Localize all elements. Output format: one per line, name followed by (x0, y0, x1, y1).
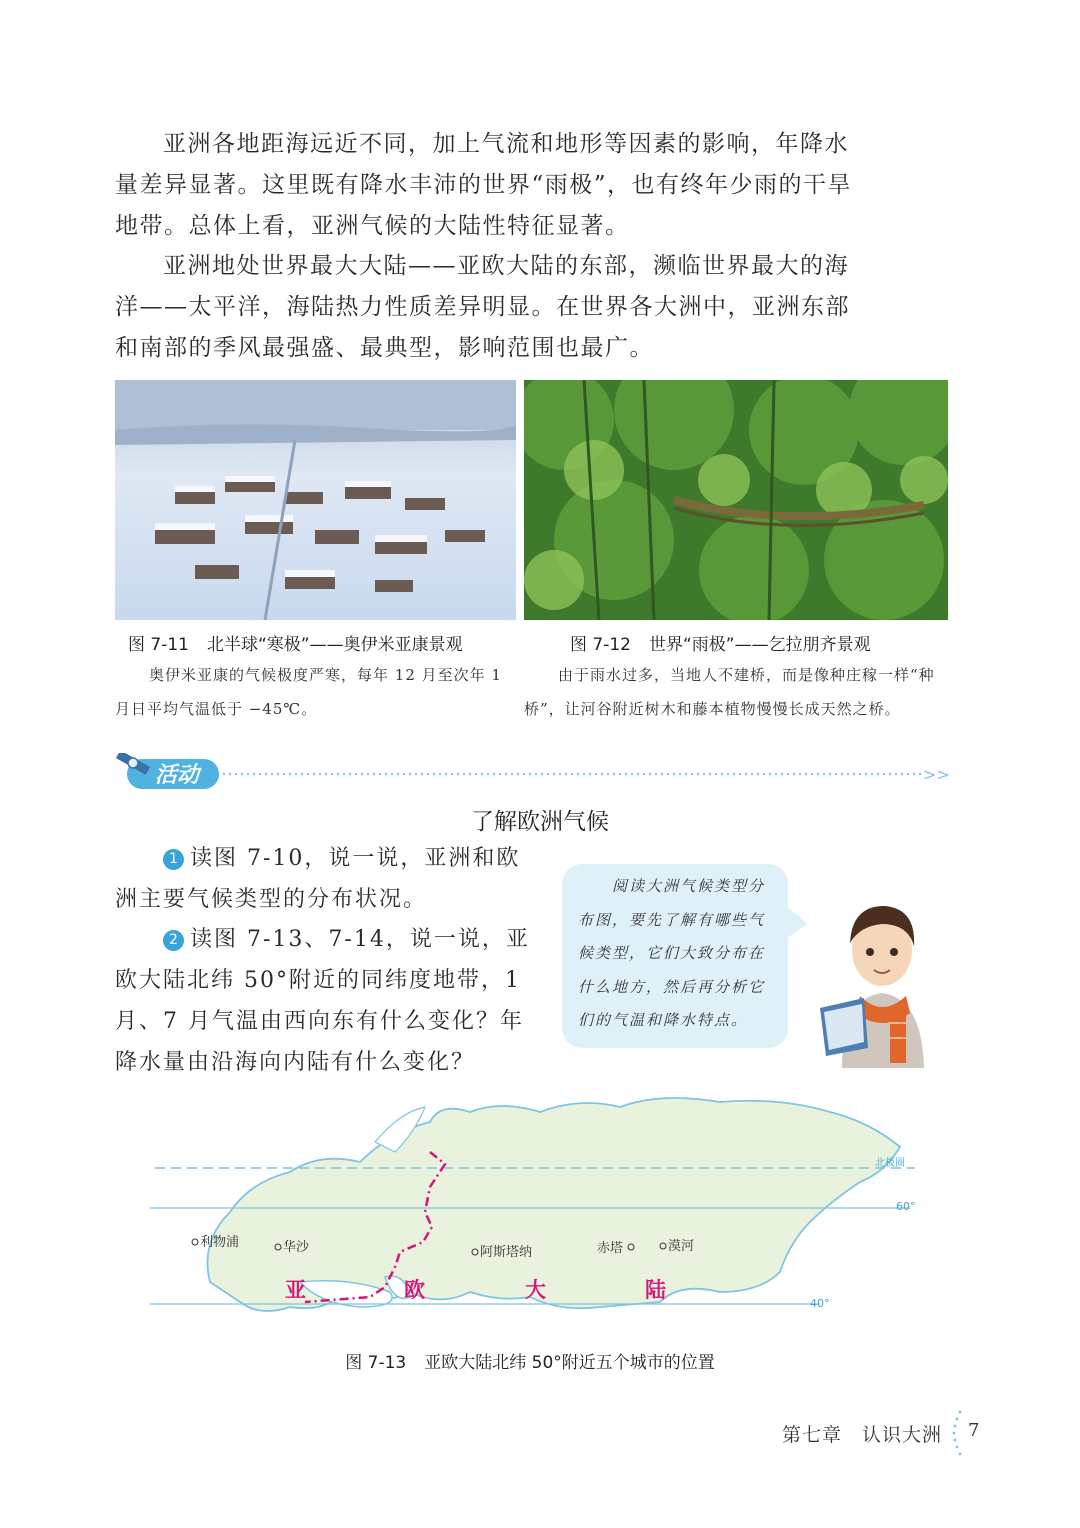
oymyakon-photo (115, 380, 516, 620)
number-badge: 2 (163, 930, 184, 951)
figure-number: 图 7-11 (128, 635, 189, 655)
figure-title: 亚欧大陆北纬 50°附近五个城市的位置 (424, 1353, 715, 1373)
latitude-60-label: 60° (896, 1200, 916, 1213)
question-2-text: 读图 7-13、7-14，说一说，亚欧大陆北纬 50°附近的同纬度地带，1 月、7 月气温由西向东有什么变化？年降水量由沿海向内陆有什么变化？ (115, 927, 530, 1075)
region-char-ou: 欧 (404, 1277, 425, 1302)
paragraph-2: 亚洲地处世界最大大陆——亚欧大陆的东部，濒临世界最大的海洋——太平洋，海陆热力性质差异明显。在世界各大洲中，亚洲东部和南部的季风最强盛、最典型，影响范围也最广。 (115, 253, 850, 361)
paragraph-1: 亚洲各地距海远近不同，加上气流和地形等因素的影响，年降水量差异显著。这里既有降水丰沛的世界“雨极”，也有终年少雨的干旱地带。总体上看，亚洲气候的大陆性特征显著。 (115, 131, 853, 239)
city-astana: 阿斯塔纳 (480, 1245, 533, 1260)
figure-title: 北半球“寒极”——奥伊米亚康景观 (207, 635, 463, 655)
figure-7-13-caption (0, 1348, 1060, 1373)
question-2 (115, 919, 535, 1083)
latitude-40-label: 40° (810, 1297, 830, 1310)
svg-text:>>: >> (923, 765, 950, 784)
cherrapunji-photo (524, 380, 948, 620)
speech-bubble-text: 阅读大洲气候类型分布图，要先了解有哪些气候类型，它们大致分布在什么地方，然后再分析它们的气温和降水特点。 (578, 877, 766, 1029)
city-mohe: 漠河 (668, 1239, 695, 1254)
student-reading-illustration (812, 888, 952, 1068)
city-liverpool: 利物浦 (200, 1235, 240, 1250)
figure-7-11-note: 奥伊米亚康的气候极度严寒，每年 12 月至次年 1 月日平均气温低于 −45℃。 (115, 666, 502, 718)
page-number-dots (952, 1408, 962, 1458)
figure-7-12-note: 由于雨水过多，当地人不建桥，而是像种庄稼一样“种桥”，让河谷附近树木和藤本植物慢慢长成天然之桥。 (524, 666, 935, 718)
arctic-circle-label: 北极圈 (875, 1158, 905, 1169)
chapter-footer: 第七章 认识大洲 (781, 1424, 942, 1446)
question-1 (115, 838, 535, 920)
number-badge: 1 (163, 849, 184, 870)
activity-header (115, 753, 950, 793)
activity-title: 了解欧洲气候 (471, 809, 609, 835)
figure-number: 图 7-12 (570, 635, 631, 655)
city-warsaw: 华沙 (283, 1240, 310, 1255)
page-number: 7 (968, 1420, 980, 1441)
figure-number: 图 7-13 (345, 1353, 407, 1373)
city-chita: 赤塔 (597, 1241, 624, 1256)
figure-title: 世界“雨极”——乞拉朋齐景观 (649, 635, 871, 655)
region-char-ya: 亚 (285, 1277, 306, 1302)
activity-badge: 活动 (155, 763, 200, 788)
region-char-da: 大 (525, 1277, 546, 1302)
question-1-text: 读图 7-10，说一说，亚洲和欧洲主要气候类型的分布状况。 (115, 846, 521, 912)
region-char-lu: 陆 (645, 1277, 666, 1302)
eurasia-map (140, 1092, 930, 1342)
figure-7-11-caption (128, 630, 463, 655)
figure-7-12-caption (570, 630, 871, 655)
